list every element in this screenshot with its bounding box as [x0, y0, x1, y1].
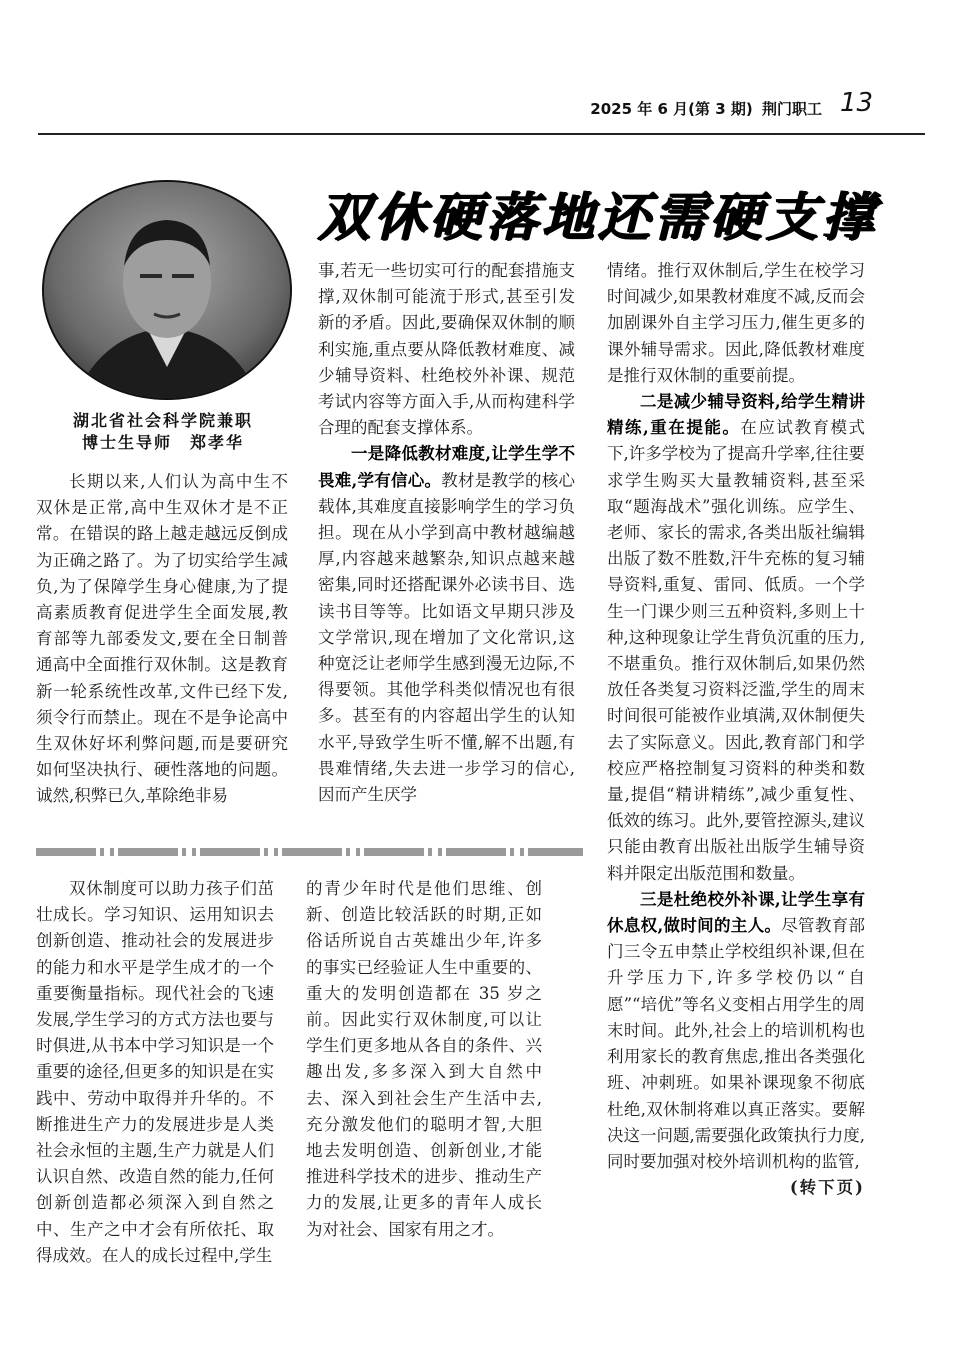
page-number: 13 — [840, 88, 874, 118]
continued-note: (转下页) — [789, 1178, 865, 1198]
author-photo — [42, 180, 292, 400]
sidebar-column-1 — [36, 876, 274, 1269]
sidebar-column-2 — [306, 876, 542, 1243]
header-divider — [38, 133, 925, 135]
paragraph-continuation: 情绪。推行双休制后,学生在校学习时间减少,如果教材难度不减,反而会加剧课外自主学习压力,催生更多的课外辅导需求。因此,降低教材难度是推行双休制的重要前提。 — [607, 261, 865, 385]
portrait-image — [44, 182, 290, 398]
section-divider — [36, 848, 583, 856]
point-three-paragraph — [607, 887, 866, 1198]
journal-name: 荆门职工 — [761, 100, 822, 118]
point-three-body: 尽管教育部门三令五申禁止学校组织补课,但在升学压力下,许多学校仍以“自愿”“培优”等名义变相占用学生的周末时间。此外,社会上的培训机构也利用家长的教育焦虑,推出各类强化班、冲刺班。如果补课现象不彻底杜绝,双休制将难以真正落实。要解决这一问题,需要强化政策执行力度,同时要加强对校外培训机构的监管, — [607, 916, 866, 1171]
point-two-body: 在应试教育模式下,许多学校为了提高升学率,往往要求学生购买大量教辅资料,甚至采取“题海战术”强化训练。应学生、老师、家长的需求,各类出版社编辑出版了数不胜数,汗牛充栋的复习辅导资料,重复、雷同、低质。一个学生一门课少则三五种资料,多则上十种,这种现象让学生背负沉重的压力,不堪重负。推行双休制后,如果仍然放任各类复习资料泛滥,学生的周末时间很可能被作业填满,双休制便失去了实际意义。因此,教育部门和学校应严格控制复习资料的种类和数量,提倡“精讲精练”,减少重复性、低效的练习。此外,要管控源头,建议只能由教育出版社出版学生辅导资料并限定出版范围和数量。 — [607, 418, 865, 883]
point-three-heading: 三是杜绝校外补课,让学生享有休息权,做时间的主人。 — [607, 889, 865, 936]
author-caption — [38, 410, 288, 454]
author-affiliation: 湖北省社会科学院兼职 — [72, 411, 253, 430]
sidebar-paragraph: 双休制度可以助力孩子们茁壮成长。学习知识、运用知识去创新创造、推动社会的发展进步的能力和水平是学生成才的一个重要衡量指标。现代社会的飞速发展,学生学习的方式方法也要与时俱进,从书本中学习知识是一个重要的途径,但更多的知识是在实践中、劳动中取得并升华的。不断推进生产力的发展进步是人类社会永恒的主题,生产力就是人们认识自然、改造自然的能力,任何创新创造都必须深入到自然之中、生产之中才会有所依托、取得成效。在人的成长过程中,学生 — [36, 879, 274, 1265]
point-one-paragraph — [318, 441, 575, 808]
point-two-heading: 二是减少辅导资料,给学生精讲精练,重在提能。 — [607, 392, 865, 438]
point-one-heading: 一是降低教材难度,让学生学不畏难,学有信心。 — [318, 444, 575, 490]
paragraph-continuation: 事,若无一些切实可行的配套措施支撑,双休制可能流于形式,甚至引发新的矛盾。因此,要确保双休制的顺利实施,重点要从降低教材难度、减少辅导资料、杜绝校外补课、规范考试内容等方面入手,从而构建科学合理的配套支撑体系。 — [318, 261, 575, 438]
intro-paragraph: 长期以来,人们认为高中生不双休是正常,高中生双休才是不正常。在错误的路上越走越远反倒成为正确之路了。为了切实给学生减负,为了保障学生身心健康,为了提高素质教育促进学生全面发展,教育部等九部委发文,要在全日制普通高中全面推行双休制。这是教育新一轮系统性改革,文件已经下发,须令行而禁止。现在不是争论高中生双休好坏利弊问题,而是要研究如何坚决执行、硬性落地的问题。诚然,积弊已久,革除绝非易 — [36, 472, 288, 806]
sidebar-paragraph-continuation: 的青少年时代是他们思维、创新、创造比较活跃的时期,正如俗话所说自古英雄出少年,许多的事实已经验证人生中重要的、重大的发明创造都在 35 岁之前。因此实行双休制度,可以让学生们更多地从各自的条件、兴趣出发,多多深入到大自然中去、深入到社会生产生活中去,充分激发他们的聪明才智,大胆地去发明创造、创新创业,才能推进科学技术的进步、推动生产力的发展,让更多的青年人成长为对社会、国家有用之才。 — [306, 879, 542, 1239]
page-header — [586, 98, 822, 119]
article-column-3 — [607, 258, 865, 1201]
author-title-name: 博士生导师 郑孝华 — [81, 433, 244, 452]
article-title: 双休硬落地还需硬支撑 — [318, 187, 879, 248]
issue-date: 2025 年 6 月(第 3 期) — [590, 100, 753, 118]
point-one-body: 教材是教学的核心载体,其难度直接影响学生的学习负担。现在从小学到高中教材越编越厚,内容越来越繁杂,知识点越来越密集,同时还搭配课外必读书目、选读书目等等。比如语文早期只涉及文学常识,现在增加了文化常识,这种宽泛让老师学生感到漫无边际,不得要领。其他学科类似情况也有很多。甚至有的内容超出学生的认知水平,导致学生听不懂,解不出题,有畏难情绪,失去进一步学习的信心,因而产生厌学 — [318, 470, 575, 805]
article-column-2 — [318, 258, 575, 808]
point-two-paragraph — [607, 389, 865, 887]
article-column-1 — [36, 469, 288, 810]
